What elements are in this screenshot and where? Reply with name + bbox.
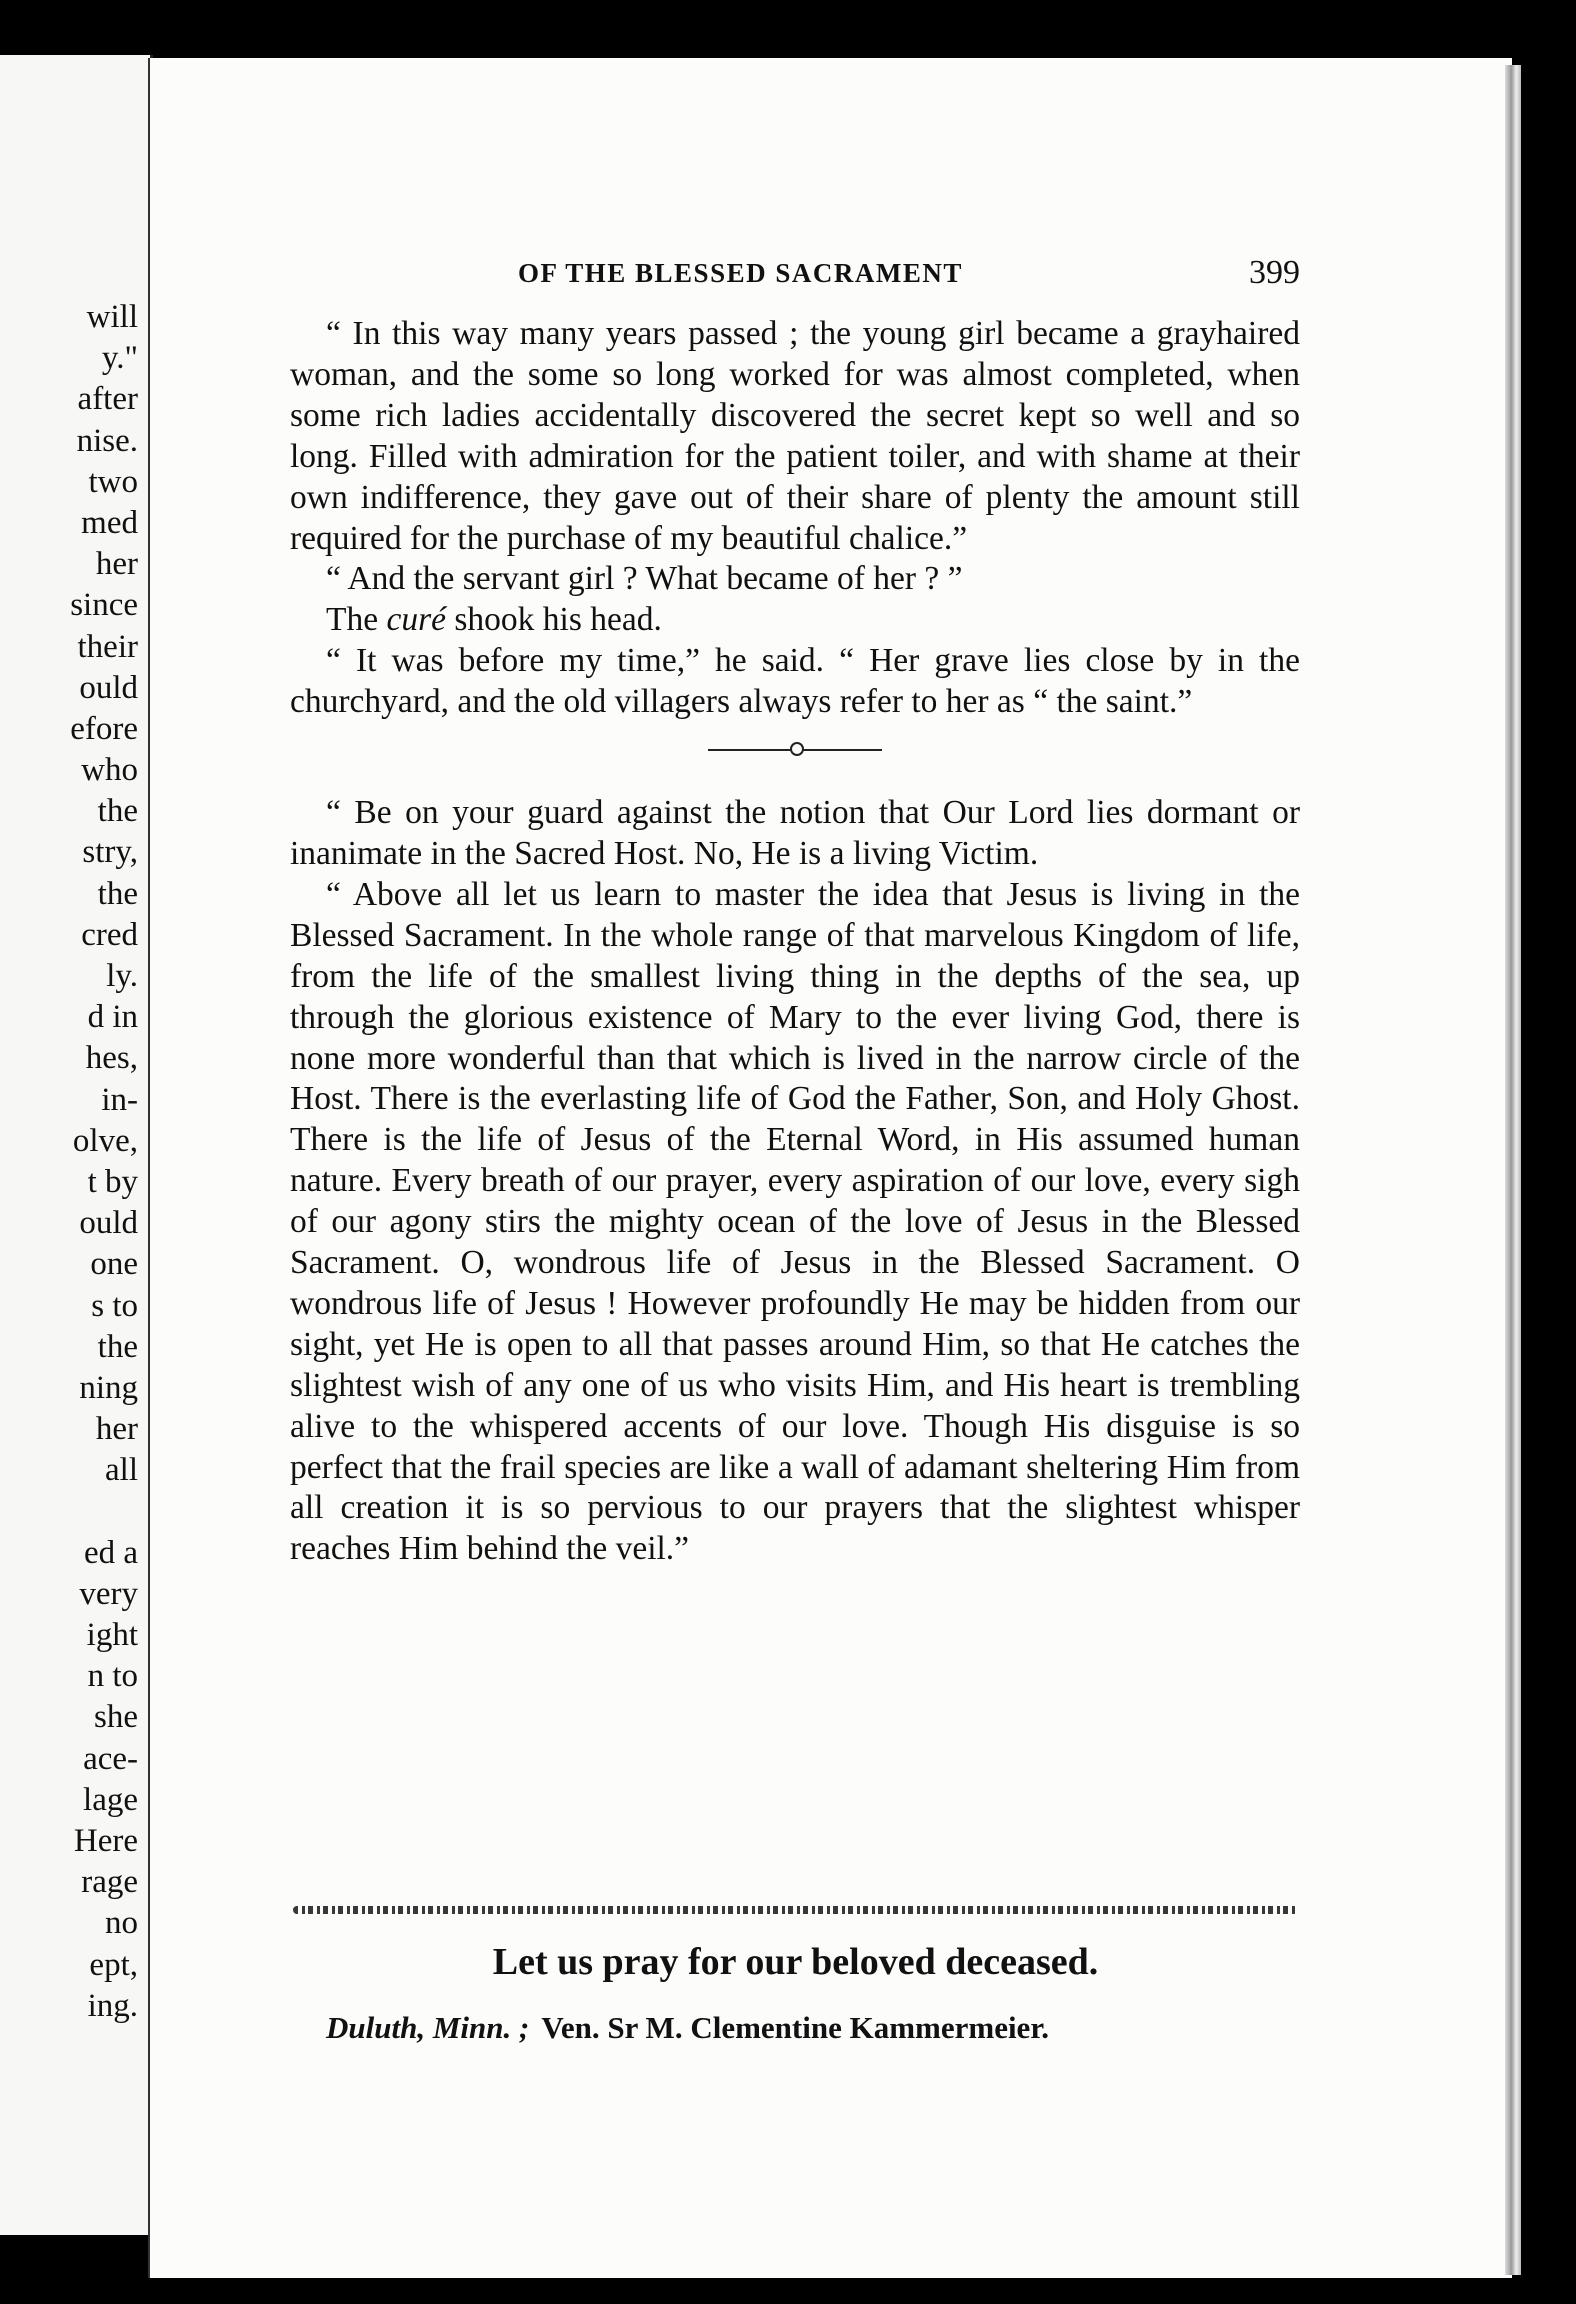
facing-page-fragment: after xyxy=(77,381,138,418)
facing-page-fragment: lage xyxy=(83,1781,138,1818)
paragraph-servant-question: “ And the servant girl ? What became of her ? ” xyxy=(326,560,963,598)
paragraph-jesus-living: “ Above all let us learn to master the idea that Jesus is living in the Blessed Sacrament. In the whole range of that marvelous Kingdom of life, from the life of the smallest living thing in the depths of the sea, up through the glorious existence of Mary to the ever living God, there is none more wonderful than that which is lived in the narrow circle of the Host. There is the everlasting life of God the Father, Son, and Holy Ghost. There is the life of Jesus of the Eternal Word, in His assumed human nature. Every breath of our prayer, every aspiration of our love, every sigh of our agony stirs the mighty ocean of the love of Jesus in the Blessed Sacrament. O, wondrous life of Jesus in the Blessed Sacrament. O wondrous life of Jesus ! However profoundly He may be hidden from our sight, yet He is open to all that passes around Him, so that He catches the slightest wish of any one of us who visits Him, and His heart is trembling alive to the whispered accents of our love. Though His disguise is so perfect that the frail species are like a wall of adamant sheltering Him from all creation it is so pervious to our prayers that the slightest whisper reaches Him behind the veil.” xyxy=(290,875,1300,1568)
deceased-entry xyxy=(326,2010,1049,2046)
facing-page-text-fragments xyxy=(70,297,138,2027)
facing-page-fragment: very xyxy=(79,1575,138,1612)
facing-page-fragment: ight xyxy=(86,1617,138,1653)
facing-page-fragment: n to xyxy=(87,1658,138,1695)
facing-page-fragment: ace- xyxy=(83,1740,138,1777)
page-edge-right xyxy=(1505,65,1521,2275)
facing-page-fragment: ed a xyxy=(83,1534,138,1571)
facing-page-fragment: cred xyxy=(81,916,138,953)
facing-page-fragment: stry, xyxy=(82,834,138,871)
paragraph-living-victim: “ Be on your guard against the notion that Our Lord lies dormant or inanimate in the Sacred Host. No, He is a living Victim. xyxy=(290,794,1300,872)
divider-dot xyxy=(790,742,804,756)
facing-page-fragment xyxy=(70,1491,138,1532)
facing-page-fragment: the xyxy=(97,793,138,830)
facing-page-fragment: rage xyxy=(81,1864,138,1901)
facing-page-fragment: the xyxy=(97,1328,138,1365)
facing-page-fragment: Here xyxy=(73,1822,138,1859)
facing-page-fragment: two xyxy=(88,463,138,500)
facing-page-fragment: olve, xyxy=(72,1122,138,1159)
section-divider xyxy=(290,723,1300,769)
facing-page-fragment: ould xyxy=(79,669,138,706)
facing-page-fragment: ly. xyxy=(106,958,138,994)
facing-page-fragment: y." xyxy=(101,340,138,377)
deceased-place: Duluth, Minn. ; xyxy=(326,2010,530,2045)
running-head: OF THE BLESSED SACRAMENT xyxy=(518,258,963,288)
facing-page-fragment: her xyxy=(95,546,138,583)
deceased-name: Ven. Sr M. Clementine Kammermeier. xyxy=(541,2010,1049,2045)
facing-page-fragment: ing. xyxy=(87,1987,138,2024)
body-text xyxy=(290,314,1300,1570)
prayer-heading: Let us pray for our beloved deceased. xyxy=(492,1941,1099,1983)
facing-page-fragment: their xyxy=(77,628,138,665)
ornamental-rule xyxy=(293,1906,1298,1914)
facing-page-fragment: since xyxy=(70,587,138,624)
cure-text-before: The xyxy=(326,601,387,639)
facing-page-fragment: ept, xyxy=(89,1946,138,1983)
facing-page-fragment: med xyxy=(81,504,138,541)
cure-word: curé xyxy=(386,601,446,639)
facing-page-fragment: her xyxy=(95,1411,138,1448)
paragraph-cure-reaction xyxy=(290,600,1300,641)
facing-page-fragment: ning xyxy=(79,1369,138,1406)
facing-page-fragment: who xyxy=(81,752,138,789)
facing-page-fragment: d in xyxy=(87,999,138,1036)
paragraph-chalice-story: “ In this way many years passed ; the young girl became a grayhaired woman, and the some so long worked for was almost completed, when some rich ladies accidentally discovered the secret kept so well and so long. Filled with admiration for the patient toiler, and with shame at their own indifference, they gave out of their share of plenty the amount still required for the purchase of my beautiful chalice.” xyxy=(290,315,1300,557)
page-number: 399 xyxy=(1249,254,1300,291)
facing-page-fragment: hes, xyxy=(85,1040,138,1077)
paragraph-grave: “ It was before my time,” he said. “ Her grave lies close by in the churchyard, and the old villagers always refer to her as “ the saint.” xyxy=(290,642,1300,721)
facing-page-fragment: all xyxy=(105,1452,138,1489)
facing-page-fragment: the xyxy=(97,875,138,912)
facing-page-fragment: no xyxy=(105,1905,138,1942)
facing-page-fragment: will xyxy=(86,299,138,335)
page-header xyxy=(365,254,1300,298)
facing-page-fragment: she xyxy=(94,1699,138,1736)
facing-page-left xyxy=(0,55,153,2235)
facing-page-fragment: efore xyxy=(70,710,138,747)
facing-page-fragment: one xyxy=(90,1246,138,1283)
facing-page-fragment: nise. xyxy=(76,422,138,459)
facing-page-fragment: t by xyxy=(87,1163,138,1200)
facing-page-fragment: ould xyxy=(79,1205,138,1242)
cure-text-after: shook his head. xyxy=(446,601,662,639)
facing-page-fragment: s to xyxy=(91,1287,138,1324)
facing-page-fragment: in- xyxy=(101,1081,138,1118)
